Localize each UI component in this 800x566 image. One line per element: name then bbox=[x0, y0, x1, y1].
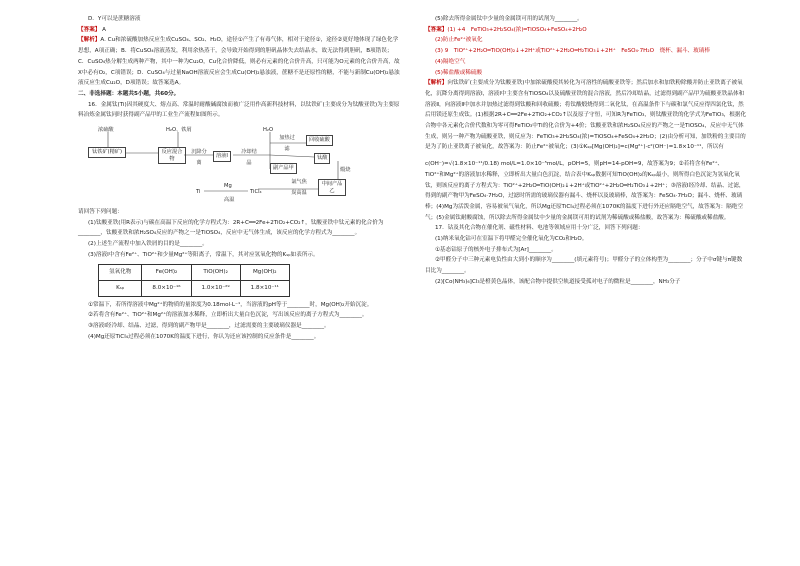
answer-line bbox=[425, 25, 747, 36]
table-row bbox=[99, 280, 290, 296]
answer-2: (2)防止Fe²⁺被氧化 bbox=[435, 37, 483, 44]
question-16-intro: 16．金属钛(Ti)因其硬度大、熔点高、常温时耐酸碱腐蚀而被广泛用作高新科技材料，以钛铁矿(主要成分为钛酸亚铁)为主要原料冶炼金属钛同时获得副产品甲的工业生产流程如图所示。 bbox=[78, 101, 400, 119]
answer-line bbox=[78, 25, 400, 36]
label-h2o-fe: H₂O、铁屑 bbox=[166, 127, 192, 134]
box-solution-1: 溶液Ⅰ bbox=[213, 151, 231, 162]
question-17-intro: 17．钴及其化合物在催化剂、磁性材料、电池等领域应用十分广泛，回答下列问题： bbox=[435, 225, 644, 232]
answer-value: A bbox=[102, 26, 106, 33]
question-16-part-3c: ③溶液Ⅰ经冷却、结晶、过滤，得到的副产物甲是________，过滤需要的主要玻璃仪器是________。 bbox=[88, 322, 330, 329]
table-cell: 1.8×10⁻¹¹ bbox=[240, 280, 289, 296]
box-byproduct-a: 副产品甲 bbox=[270, 163, 297, 174]
answer-label: 【答案】 bbox=[78, 26, 101, 33]
table-row-label: Kₛₚ bbox=[99, 280, 142, 296]
answer-1: (1) +4 FeTiO₃+2H₂SO₄(浓)═TiOSO₄+FeSO₄+2H₂O bbox=[447, 26, 587, 33]
table-cell: 8.0×10⁻¹⁶ bbox=[142, 280, 191, 296]
answer-prompt: 请回答下列问题： bbox=[78, 209, 123, 216]
question-17-part-2: (2)[Co(NH₃)₆]Cl₃是橙黄色晶体，该配合物中提供空轨道接受孤对电子的微粒是________，NH₃分子 bbox=[435, 278, 681, 285]
label-conc-acid: 浓硫酸 bbox=[98, 127, 114, 134]
analysis-paragraph bbox=[78, 35, 400, 89]
table-header-row bbox=[99, 264, 290, 280]
label-calcine: 煅烧 bbox=[340, 167, 351, 174]
answer-3: (3) 9 TiO²⁺+2H₂O═TiO(OH)₂↓+2H⁺或TiO²⁺+2H₂O═H₂TiO₃↓+2H⁺ FeSO₄·7H₂O 烧杯、漏斗、玻璃棒 bbox=[435, 48, 710, 55]
table-header: 氢氧化物 bbox=[99, 264, 142, 280]
label-cool-crystallize: 冷却结晶 bbox=[241, 149, 257, 166]
question-16-part-3b: ②若将含有Fe²⁺、TiO²⁺和Mg²⁺的溶液加水稀释，立即析出大量白色沉淀，写出该反应的离子方程式为________。 bbox=[88, 312, 368, 319]
label-settle: 沉降分离 bbox=[191, 149, 207, 166]
question-16-part-4: (4)Mg还原TiCl₄过程必须在1070K的温度下进行，你认为还应该控制的反应条件是________。 bbox=[88, 333, 320, 340]
table-header: Fe(OH)₂ bbox=[142, 264, 191, 280]
box-intermediate-b: 中间产品乙 bbox=[318, 179, 346, 196]
question-16-part-5: (5)除去所得金属钛中少量的金属镁可用的试剂为________。 bbox=[435, 16, 583, 22]
analysis-text-2: TiO²⁺和Mg²⁺的溶液加水稀释，立即析出大量白色沉淀，结合表中Kₛₚ数据可知TiO(OH)₂的Kₛₚ最小，则所得白色沉淀为氢氧化氧钛，则该反应的离子方程式为：TiO²⁺+2H₂O═TiO(OH)₂↓+2H⁺或TiO²⁺+2H₂O═H₂TiO₃↓+2H⁺；③溶液Ⅰ经冷却、结晶、过滤，得到的副产物甲为FeSO₄·7H₂O，过滤时所需的玻璃仪器有漏斗、烧杯以及玻璃棒，故答案为：FeSO₄·7H₂O；漏斗、烧杯、玻璃棒；(4)Mg为活泼金属，容易被氧气氧化，所以Mg还原TiCl₄过程必须在1070K的温度下进行外还应隔绝空气，故答案为：隔绝空气；(5)金属钛耐酸腐蚀，所以除去所得金属钛中少量的金属镁可用的试剂为稀硫酸或稀盐酸，故答案为：稀硫酸或稀盐酸。 bbox=[425, 171, 745, 221]
question-16-part-2: (2)上述生产流程中加入铁屑的目的是________。 bbox=[88, 241, 208, 248]
answer-5: (5)稀盐酸或稀硫酸 bbox=[435, 69, 483, 76]
process-flowchart bbox=[78, 123, 378, 203]
answer-4: (4)隔绝空气 bbox=[435, 58, 466, 65]
ksp-table bbox=[98, 264, 290, 297]
question-16-part-1: (1)钛酸亚铁(用R表示)与碳在高温下反应的化学方程式为：2R+C══2Fe+2TiO₂+CO₂↑，钛酸亚铁中钛元素的化合价为________，钛酸亚铁和浓H₂SO₄反应的产物之一是TiOSO₄，反应中无气体生成，该反应的化学方程式为________。 bbox=[78, 219, 384, 237]
analysis-label: 【解析】 bbox=[425, 80, 448, 87]
analysis-paragraph bbox=[425, 78, 747, 153]
option-d: D．Y可以是蔗糖溶液 bbox=[88, 16, 141, 22]
analysis-text: A. Cu和浓硫酸加热反应生成CuSO₄、SO₂、H₂O，途径①产生了有毒气体，相对于途径①，途径②更好地体现了绿色化学思想，A项正确；B．将CuSO₄溶液蒸发，利用余热蒸干，会导致开始得到的胆矾晶体失去结晶水，故无法得到胆矾，B项错误；C．CuSO₄热分解生成两种产物，其中一种为Cu₂O，Cu化合价降低，则必有元素的化合价升高，只可能为O元素的化合价升高，故X中必有O₂，C项错误；D．CuSO₄与过量NaOH溶液反应会生成Cu(OH)₂悬浊液，蔗糖不是还原性的糖，不能与新制Cu(OH)₂悬浊液反应生成Cu₂O，D项错误；故答案选A。 bbox=[78, 37, 400, 87]
label-h2o: H₂O bbox=[263, 127, 274, 134]
box-ore: 钛铁矿(精矿) bbox=[88, 147, 126, 158]
question-16-part-3: (3)溶液Ⅰ中含有Fe²⁺、TiO²⁺和少量Mg²⁺等阳离子，常温下，其对应氢氧化物的Kₛₚ如表所示。 bbox=[88, 251, 319, 258]
box-recover-acid: 回收硫酸 bbox=[306, 135, 333, 146]
left-column bbox=[78, 14, 400, 342]
label-ticl4: TiCl₄ bbox=[250, 189, 262, 196]
label-cl2-coke: 氯气焦炭高温 bbox=[291, 179, 307, 196]
table-header: TiO(OH)₂ bbox=[191, 264, 240, 280]
label-ti: Ti bbox=[196, 189, 201, 196]
question-17-part-1b: ②甲醛分子中三种元素电负性由大到小的顺序为________(填元素符号)；甲醛分子的立体构型为________；分子中σ键与π键数目比为________。 bbox=[425, 257, 743, 275]
label-heat-filter: 加热过滤 bbox=[279, 135, 295, 152]
analysis-text-1: 向钛铁矿(主要成分为钛酸亚铁)中加浓硫酸使其转化为可溶性的硫酸亚铁等；然后加水和加铁粉除酸并防止亚铁离子被氧化，沉降分离得到溶液Ⅰ，溶液Ⅰ中主要含有TiOSO₄以及硫酸亚铁的混合溶液，然后冷却结晶，过滤得到副产品甲为硫酸亚铁晶体和溶液Ⅱ，向溶液Ⅱ中加水并加热过滤得到钛酸和回收硫酸；将钛酸煅烧得到二氧化钛，在高温条件下与碳和氯气反应得四氯化钛，然后用镁还原生成钛。(1)根据2R+C══2Fe+2TiO₂+CO₂↑以及原子守恒，可知R为FeTiO₃，则钛酸亚铁的化学式为FeTiO₃，根据化合物中各元素化合价代数和为零可得FeTiO₃中Ti的化合价为+4价；钛酸亚铁和浓H₂SO₄反应的产物之一是TiOSO₄，反应中无气体生成，则另一种产物为硫酸亚铁，则反应为：FeTiO₃+2H₂SO₄(浓)=TiOSO₄+FeSO₄+2H₂O；(2)由分析可知，加铁粉的主要目的是为了防止亚铁离子被氧化，故答案为：防止Fe²⁺被氧化；(3)①Kₛₚ[Mg(OH)₂]=c(Mg²⁺)·c²(OH⁻)=1.8×10⁻¹¹，所以有 bbox=[425, 80, 747, 151]
question-16-part-3a: ①常温下，若所得溶液中Mg²⁺的物质的量浓度为0.18mol·L⁻¹，当溶液的pH等于________时，Mg(OH)₂开始沉淀。 bbox=[88, 301, 373, 308]
flow-arrows bbox=[78, 123, 378, 203]
question-17-part-1: (1)纳米氧化钴可在室温下将甲醛完全催化氧化为CO₂和H₂O。 bbox=[435, 236, 588, 243]
label-high-temp: 高温 bbox=[224, 197, 235, 204]
label-mg: Mg bbox=[224, 183, 232, 190]
analysis-label: 【解析】 bbox=[78, 37, 101, 44]
section-title: 二、非选择题：本题共5小题，共60分。 bbox=[78, 90, 180, 97]
right-column bbox=[425, 14, 747, 288]
box-reaction-mixture: 反应混合物 bbox=[158, 147, 186, 164]
analysis-formula: c(OH⁻)=√(1.8×10⁻¹¹/0.18) mol/L=1.0×10⁻⁵mol/L，pOH=5，则pH=14-pOH=9，故答案为9；②若将含有Fe²⁺、 bbox=[425, 161, 724, 168]
question-17-part-1a: ①基态钴原子的核外电子排布式为[Ar]________。 bbox=[435, 246, 557, 253]
answer-label: 【答案】 bbox=[425, 26, 448, 33]
table-header: Mg(OH)₂ bbox=[240, 264, 289, 280]
box-metatitanic-acid: 钛酸 bbox=[314, 153, 330, 164]
table-cell: 1.0×10⁻²⁹ bbox=[191, 280, 240, 296]
